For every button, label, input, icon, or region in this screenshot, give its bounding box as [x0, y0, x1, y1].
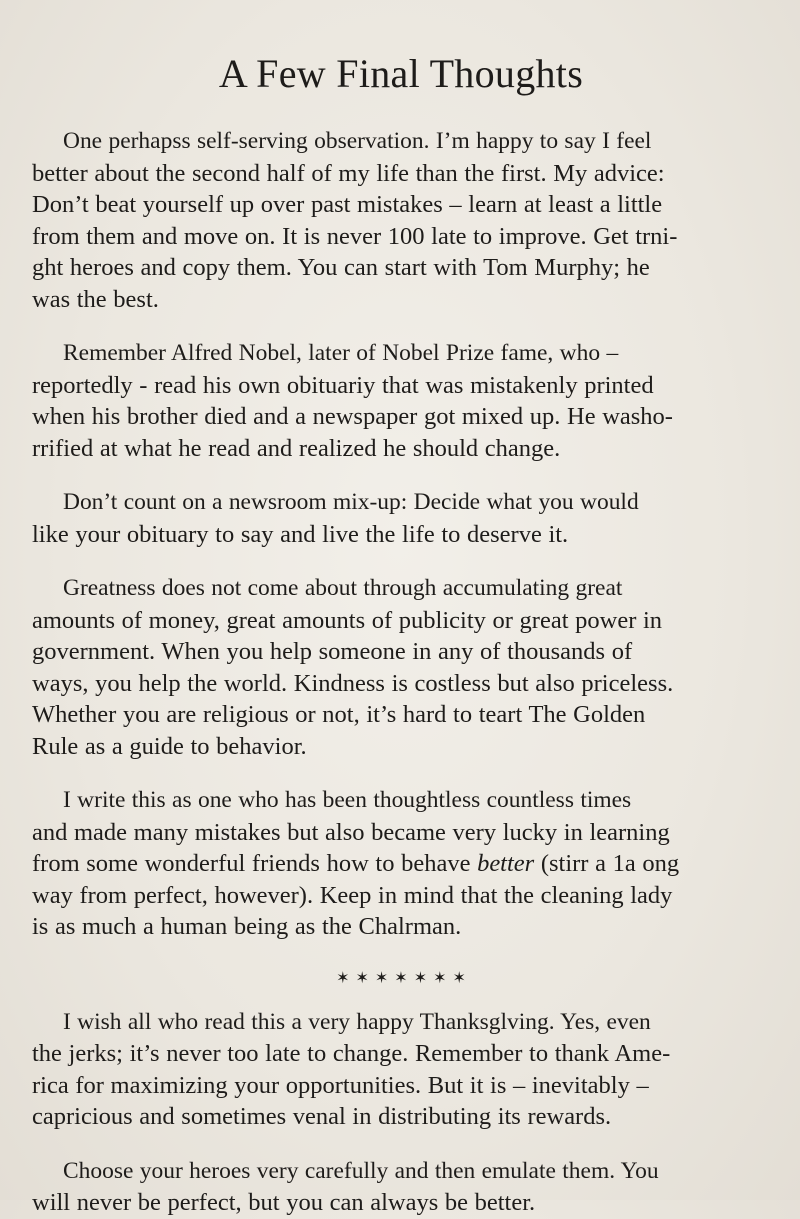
section-separator: ✶✶✶✶✶✶✶	[336, 967, 472, 987]
paragraph-line: rrified at what he read and realized he should change.	[32, 434, 561, 462]
emphasized-word: better	[477, 850, 535, 877]
paragraph-2	[32, 338, 770, 464]
paragraph-line: the jerks; it’s never too late to change. Remember to thank Ame-	[32, 1040, 671, 1067]
page-title: A Few Final Thoughts	[218, 51, 584, 96]
paragraph-line: Remember Alfred Nobel, later of Nobel Prize fame, who –	[63, 340, 619, 366]
paragraph-line: government. When you help someone in any of thousands of	[32, 638, 633, 665]
paragraph-line: Greatness does not come about through accumulating great	[63, 575, 623, 601]
paragraph-line: Rule as a guide to behavior.	[32, 732, 307, 760]
paragraph-7	[32, 1156, 770, 1219]
paragraph-6	[32, 1007, 770, 1133]
line-text: (stirr a 1a ong	[534, 850, 680, 877]
paragraph-line: Choose your heroes very carefully and then emulate them. You	[63, 1157, 659, 1184]
paragraph-line: amounts of money, great amounts of publicity or great power in	[32, 606, 663, 634]
paragraph-line: I write this as one who has been thoughtless countless times	[63, 787, 632, 813]
paragraph-line: One perhapss self-serving observation. I’m happy to say I feel	[63, 128, 652, 154]
paragraph-line: capricious and sometimes venal in distributing its rewards.	[32, 1103, 612, 1130]
paragraph-line: Don’t beat yourself up over past mistakes – learn at least a little	[32, 191, 663, 218]
paragraph-line: like your obituary to say and live the life to deserve it.	[32, 520, 569, 548]
paragraph-1	[32, 126, 770, 315]
paragraph-line: ways, you help the world. Kindness is costless but also priceless.	[32, 669, 674, 697]
paragraph-line: from them and move on. It is never 100 late to improve. Get trni-	[32, 222, 678, 250]
paragraph-line: is as much a human being as the Chalrman.	[32, 913, 462, 940]
line-text: from some wonderful friends how to behave	[32, 850, 478, 877]
paragraph-line: was the best.	[32, 285, 159, 313]
paragraph-line: when his brother died and a newspaper got mixed up. He washo-	[32, 403, 673, 430]
paragraph-line: Don’t count on a newsroom mix-up: Decide what you would	[63, 489, 639, 515]
paragraph-3	[32, 487, 770, 550]
paragraph-line: and made many mistakes but also became very lucky in learning	[32, 818, 670, 846]
paragraph-line	[32, 848, 770, 880]
paragraph-5	[32, 785, 770, 943]
paragraph-line: Whether you are religious or not, it’s hard to teart The Golden	[32, 701, 646, 728]
paragraph-line: better about the second half of my life than the first. My advice:	[32, 159, 665, 187]
paragraph-4	[32, 573, 770, 762]
paragraph-line: I wish all who read this a very happy Thanksglving. Yes, even	[63, 1008, 651, 1035]
paragraph-line: rica for maximizing your opportunities. But it is – inevitably –	[32, 1071, 649, 1099]
paragraph-line: way from perfect, however). Keep in mind that the cleaning lady	[32, 881, 673, 909]
paragraph-line: ght heroes and copy them. You can start with Tom Murphy; he	[32, 254, 650, 281]
paragraph-line: will never be perfect, but you can always be better.	[32, 1189, 536, 1216]
paragraph-line: reportedly - read his own obituariy that was mistakenly printed	[32, 371, 654, 399]
